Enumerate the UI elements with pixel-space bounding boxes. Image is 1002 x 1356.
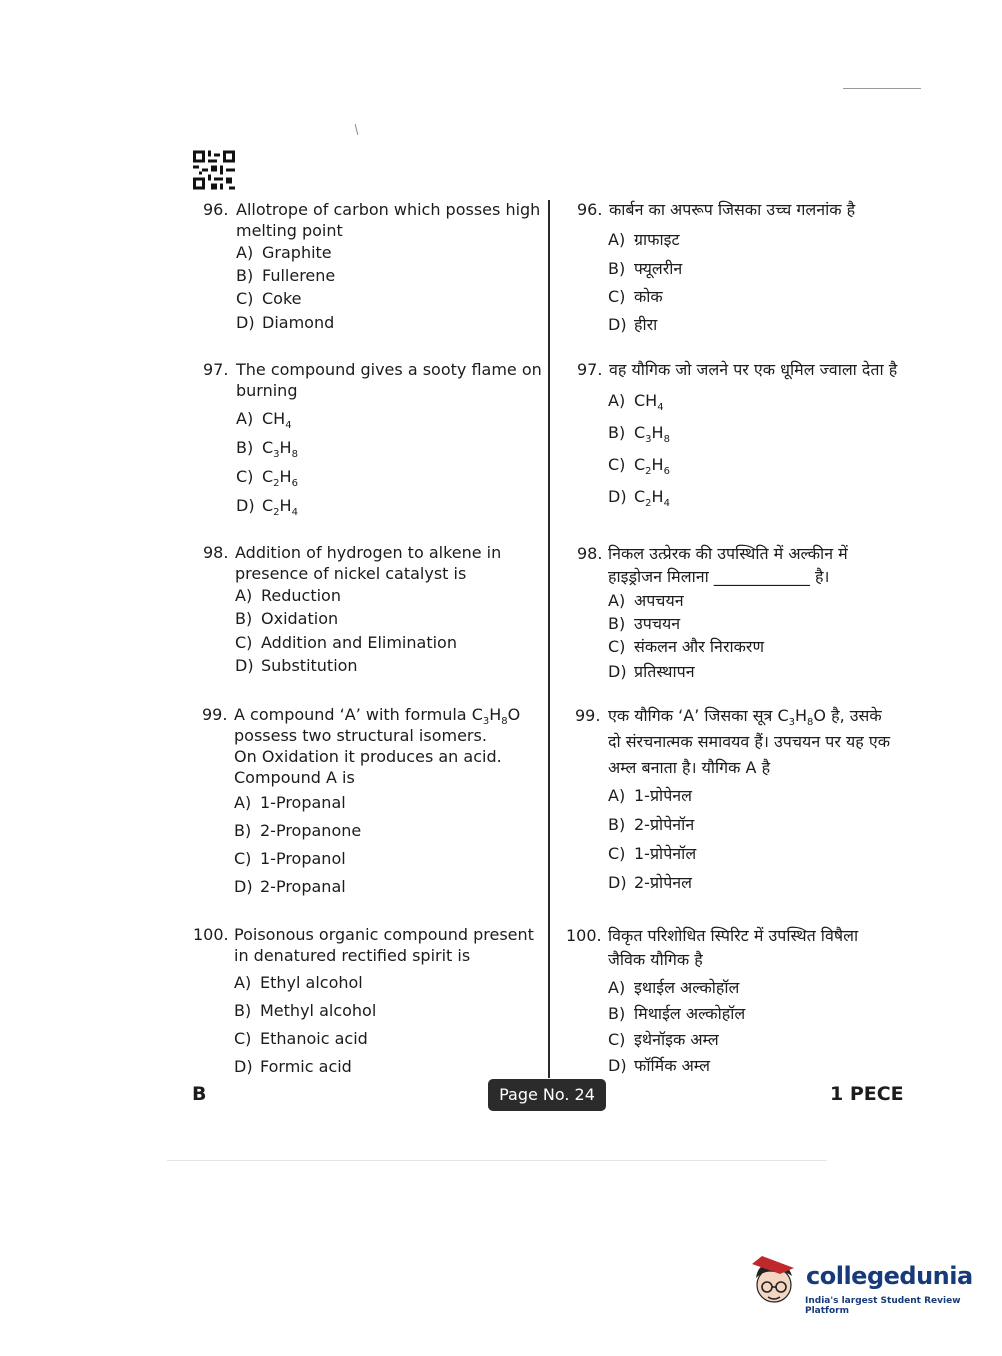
booklet-series: B — [192, 1083, 207, 1105]
page-number: Page No. 24 — [488, 1079, 606, 1111]
question-96-en: 96. Allotrope of carbon which posses high melting point — [203, 200, 541, 240]
option-d: D) हीरा — [608, 315, 658, 334]
option-d: D) Formic acid — [234, 1057, 352, 1076]
option-d: D) Diamond — [236, 313, 335, 332]
scan-line — [167, 1160, 827, 1161]
option-c: C) Ethanoic acid — [234, 1029, 368, 1048]
option-a: A) Reduction — [235, 586, 341, 605]
option-b: B) $C_3H_8$ — [608, 423, 670, 445]
option-b: B) Methyl alcohol — [234, 1001, 377, 1020]
option-a: A) 1-प्रोपेनल — [608, 786, 693, 805]
option-b: B) Fullerene — [236, 266, 336, 285]
option-b: B) फ्यूलरीन — [608, 259, 683, 278]
question-stem: कार्बन का अपरूप जिसका उच्च गलनांक है — [609, 200, 856, 219]
option-a: A) ग्राफाइट — [608, 230, 680, 249]
option-d: D) फॉर्मिक अम्ल — [608, 1056, 710, 1075]
option-a: A) 1-Propanal — [234, 793, 346, 812]
question-99-hi: 99. एक यौगिक ‘A’ जिसका सूत्र $C_3H_8O$ है, उसके दो संरचनात्मक समावयव हैं। उपचयन पर यह एक अम्ल बनाता है। यौगिक A है — [575, 703, 905, 781]
question-stem: Addition of hydrogen to alkene in presence of nickel catalyst is — [235, 543, 502, 583]
option-a: A) Ethyl alcohol — [234, 973, 363, 992]
option-c: C) कोक — [608, 287, 663, 306]
brand-tagline: India's largest Student Review Platform — [805, 1296, 961, 1316]
question-stem: A compound ‘A’ with formula $C_3H_8O$ possess two structural isomers. On Oxidation it produces an acid. Compound A is — [234, 705, 521, 787]
question-stem: विकृत परिशोधित स्पिरिट में उपस्थित विषैला जैविक यौगिक है — [608, 926, 859, 969]
option-c: C) $C_2H_6$ — [236, 467, 298, 489]
question-98-hi: 98. निकल उत्प्रेरक की उपस्थिति में अल्कीन में हाइड्रोजन मिलाना ____________ है। — [577, 544, 848, 586]
option-a: A) $CH_4$ — [236, 409, 292, 431]
column-divider — [548, 200, 550, 1078]
option-a: A) Graphite — [236, 243, 332, 262]
option-b: B) $C_3H_8$ — [236, 438, 298, 460]
option-c: C) 1-प्रोपेनॉल — [608, 844, 697, 863]
question-stem: Poisonous organic compound present in denatured rectified spirit is — [234, 925, 534, 965]
option-a: A) अपचयन — [608, 591, 684, 610]
question-97-en: 97. The compound gives a sooty flame on burning — [203, 360, 542, 400]
option-a: A) $CH_4$ — [608, 391, 664, 413]
option-a: A) इथाईल अल्कोहॉल — [608, 978, 740, 997]
brand-name[interactable]: collegedunia — [806, 1262, 973, 1290]
top-rule — [843, 88, 921, 89]
option-b: B) 2-Propanone — [234, 821, 362, 840]
question-100-en: 100. Poisonous organic compound present in denatured rectified spirit is — [193, 925, 534, 965]
option-c: C) इथेनॉइक अम्ल — [608, 1030, 719, 1049]
option-d: D) Substitution — [235, 656, 358, 675]
option-b: B) Oxidation — [235, 609, 339, 628]
question-99-en: 99. A compound ‘A’ with formula $C_3H_8O$ possess two structural isomers. On Oxidation it produces an acid. Compound A is — [202, 705, 521, 787]
option-c: C) $C_2H_6$ — [608, 455, 670, 477]
option-d: D) 2-Propanal — [234, 877, 346, 896]
option-d: D) $C_2H_4$ — [608, 487, 670, 509]
option-c: C) Addition and Elimination — [235, 633, 457, 652]
option-b: B) मिथाईल अल्कोहॉल — [608, 1004, 746, 1023]
paper-code: 1 PECE — [830, 1083, 904, 1105]
question-stem: एक यौगिक ‘A’ जिसका सूत्र $C_3H_8O$ है, उसके दो संरचनात्मक समावयव हैं। उपचयन पर यह एक अम्ल बनाता है। यौगिक A है — [608, 706, 891, 777]
option-b: B) उपचयन — [608, 614, 681, 633]
question-98-en: 98. Addition of hydrogen to alkene in presence of nickel catalyst is — [203, 543, 502, 583]
question-stem: The compound gives a sooty flame on burning — [236, 360, 542, 400]
option-d: D) 2-प्रोपेनल — [608, 873, 693, 892]
question-100-hi: 100. विकृत परिशोधित स्पिरिट में उपस्थित विषैला जैविक यौगिक है — [566, 924, 906, 972]
question-96-hi: 96. कार्बन का अपरूप जिसका उच्च गलनांक है — [577, 200, 856, 219]
option-d: D) $C_2H_4$ — [236, 496, 298, 518]
option-d: D) प्रतिस्थापन — [608, 662, 695, 681]
question-stem: Allotrope of carbon which posses high melting point — [236, 200, 541, 240]
pen-mark — [355, 124, 359, 135]
option-c: C) 1-Propanol — [234, 849, 346, 868]
question-stem: निकल उत्प्रेरक की उपस्थिति में अल्कीन में हाइड्रोजन मिलाना ____________ है। — [608, 544, 848, 586]
option-b: B) 2-प्रोपेनॉन — [608, 815, 695, 834]
option-c: C) Coke — [236, 289, 302, 308]
question-stem: वह यौगिक जो जलने पर एक धूमिल ज्वाला देता है — [609, 360, 898, 379]
option-c: C) संकलन और निराकरण — [608, 637, 765, 656]
qr-code-icon — [193, 150, 235, 190]
question-97-hi: 97. वह यौगिक जो जलने पर एक धूमिल ज्वाला देता है — [577, 360, 898, 379]
